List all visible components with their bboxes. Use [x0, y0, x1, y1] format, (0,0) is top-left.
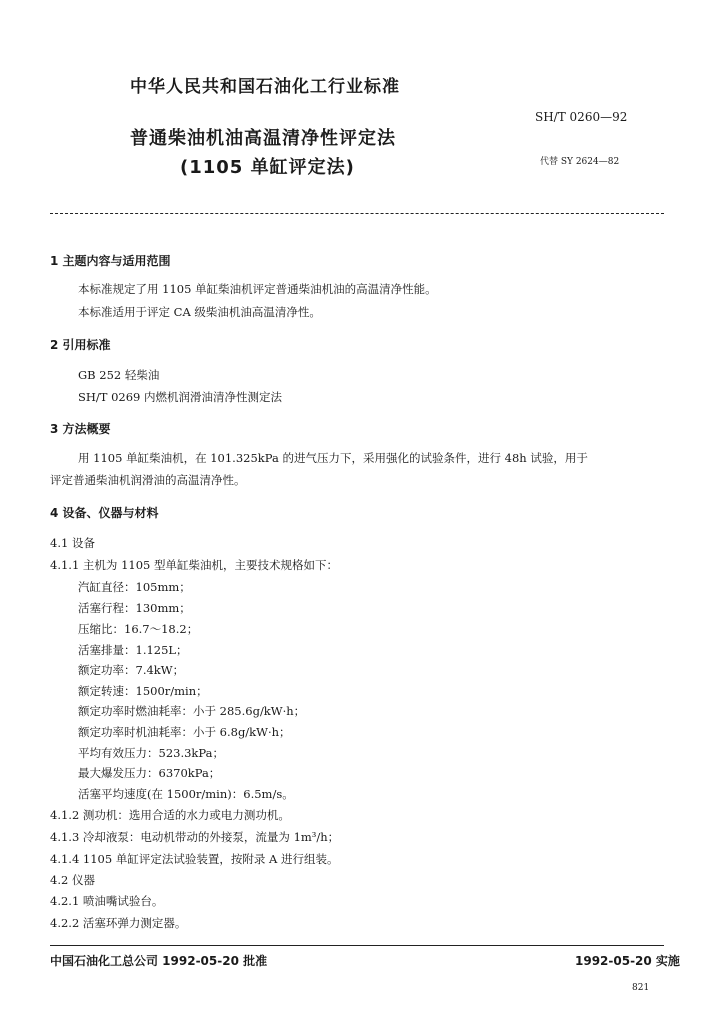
section-4-heading: 4 设备、仪器与材料 [50, 506, 159, 520]
spec-line: 额定转速：1500r/min； [78, 684, 208, 698]
implementation-date: 1992-05-20 实施 [575, 954, 680, 968]
spec-line: 最大爆发压力：6370kPa； [78, 766, 221, 780]
clause-item: 4.1.4 1105 单缸评定法试验装置，按附录 A 进行组装。 [50, 852, 339, 866]
section-3-paragraph: 评定普通柴油机润滑油的高温清净性。 [50, 473, 246, 487]
spec-line: 平均有效压力：523.3kPa； [78, 746, 224, 760]
spec-line: 额定功率时燃油耗率：小于 285.6g/kW·h； [78, 704, 306, 718]
spec-line: 汽缸直径：105mm； [78, 580, 191, 594]
document-title: 普通柴油机油高温清净性评定法 [130, 128, 396, 149]
clause-item: 4.2.2 活塞环弹力测定器。 [50, 916, 187, 930]
spec-line: 活塞行程：130mm； [78, 601, 191, 615]
section-1-heading: 1 主题内容与适用范围 [50, 254, 171, 268]
page-number: 821 [632, 983, 650, 993]
reference-item: SH/T 0269 内燃机润滑油清净性测定法 [78, 390, 283, 404]
clause-item: 4.1.3 冷却液泵：电动机带动的外接泵，流量为 1m³/h； [50, 830, 340, 844]
footer-divider [50, 945, 664, 946]
section-1-paragraph: 本标准适用于评定 CA 级柴油机油高温清净性。 [78, 305, 321, 319]
header-divider [50, 213, 664, 214]
spec-line: 额定功率：7.4kW； [78, 663, 185, 677]
subsection-heading: 4.1 设备 [50, 536, 95, 550]
section-3-heading: 3 方法概要 [50, 422, 111, 436]
reference-item: GB 252 轻柴油 [78, 368, 160, 382]
spec-line: 压缩比：16.7～18.2； [78, 622, 199, 636]
section-1-paragraph: 本标准规定了用 1105 单缸柴油机评定普通柴油机油的高温清净性能。 [78, 282, 437, 296]
clause-item: 4.1.1 主机为 1105 型单缸柴油机，主要技术规格如下： [50, 558, 338, 572]
clause-item: 4.2.1 喷油嘴试验台。 [50, 894, 164, 908]
section-3-paragraph: 用 1105 单缸柴油机，在 101.325kPa 的进气压力下，采用强化的试验条件，进行 48h 试验，用于 [78, 451, 588, 465]
clause-item: 4.1.2 测功机：选用合适的水力或电力测功机。 [50, 808, 290, 822]
spec-line: 额定功率时机油耗率：小于 6.8g/kW·h； [78, 725, 291, 739]
spec-line: 活塞排量：1.125L； [78, 643, 188, 657]
document-subtitle: (1105 单缸评定法) [180, 157, 355, 178]
standard-code: SH/T 0260—92 [535, 110, 628, 124]
spec-line: 活塞平均速度(在 1500r/min)：6.5m/s。 [78, 787, 294, 801]
issuing-body: 中华人民共和国石油化工行业标准 [130, 77, 400, 97]
section-2-heading: 2 引用标准 [50, 338, 111, 352]
approval-note: 中国石油化工总公司 1992-05-20 批准 [50, 954, 268, 968]
subsection-heading: 4.2 仪器 [50, 873, 95, 887]
replaces-standard: 代替 SY 2624—82 [540, 157, 620, 167]
